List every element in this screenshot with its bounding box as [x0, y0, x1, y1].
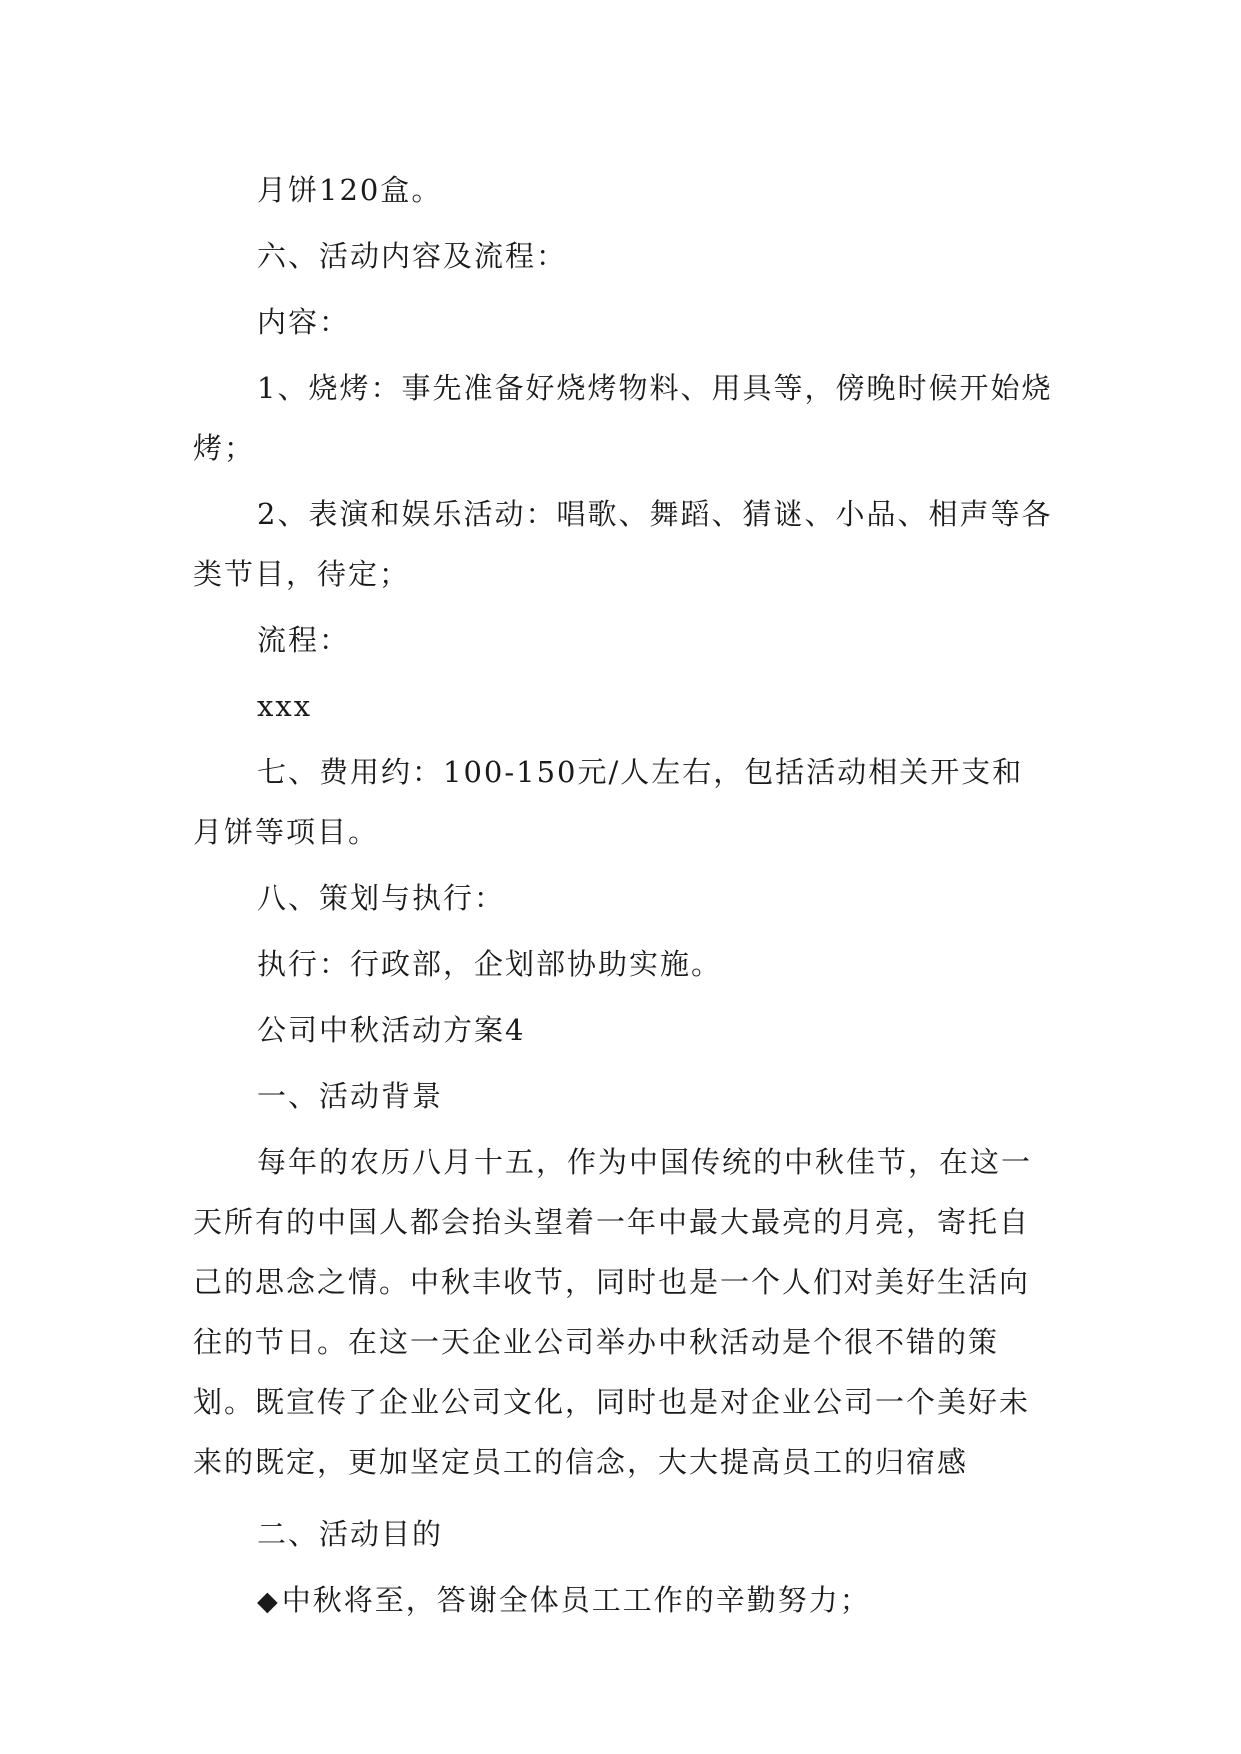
section-title-plan-4: 公司中秋活动方案4 [257, 1013, 526, 1047]
paragraph-process-placeholder: xxx [257, 689, 313, 723]
heading-activity-background: 一、活动背景 [257, 1079, 444, 1113]
label-content: 内容： [257, 305, 351, 339]
label-process: 流程： [257, 623, 351, 657]
document-body [193, 160, 1053, 1632]
paragraph-background: 每年的农历八月十五，作为中国传统的中秋佳节，在这一天所有的中国人都会抬头望着一年中最大最亮的月亮，寄托自己的思念之情。中秋丰收节，同时也是一个人们对美好生活向往的节日。在这一天企业公司举办中秋活动是个很不错的策划。既宣传了企业公司文化，同时也是对企业公司一个美好未来的既定，更加坚定员工的信念，大大提高员工的归宿感 [193, 1145, 1033, 1479]
bullet-text: 中秋将至，答谢全体员工工作的辛勤努力； [281, 1583, 871, 1617]
paragraph-execution: 执行：行政部，企划部协助实施。 [257, 947, 723, 981]
paragraph-mooncake-quantity: 月饼120盒。 [257, 173, 443, 207]
bullet-item [193, 1570, 1053, 1632]
heading-activity-content-process: 六、活动内容及流程： [257, 239, 568, 273]
paragraph-performance: 2、表演和娱乐活动：唱歌、舞蹈、猜谜、小品、相声等各类节目，待定； [193, 497, 1053, 591]
black-diamond-icon: ◆ [257, 1586, 280, 1617]
paragraph-barbecue: 1、烧烤：事先准备好烧烤物料、用具等，傍晚时候开始烧烤； [193, 371, 1053, 465]
heading-planning-execution: 八、策划与执行： [257, 881, 506, 915]
heading-activity-purpose: 二、活动目的 [257, 1517, 444, 1551]
paragraph-cost: 七、费用约：100-150元/人左右，包括活动相关开支和月饼等项目。 [193, 755, 1024, 849]
